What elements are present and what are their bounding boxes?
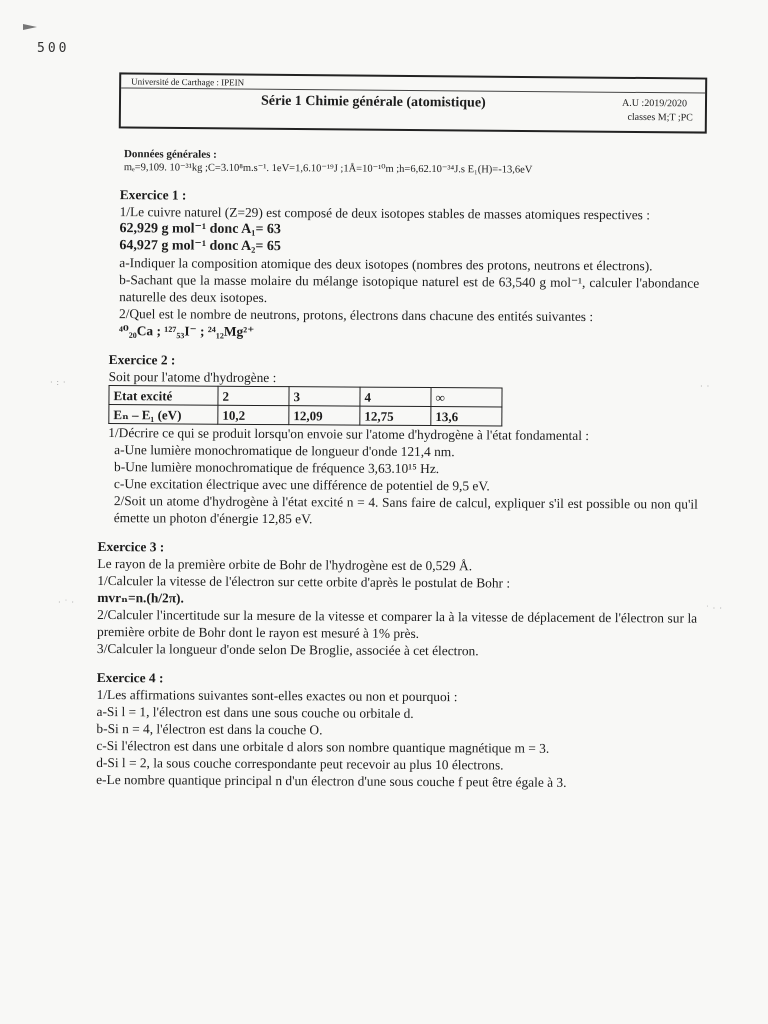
ex1-species: ⁴⁰₂₀Ca ; ¹²⁷₅₃I⁻ ; ²⁴₁₂Mg²⁺ — [118, 323, 255, 339]
page-title: Série 1 Chimie générale (atomistique) — [260, 93, 486, 111]
table-row-label: Eₙ – E₁ (eV) — [109, 405, 218, 425]
donnees-heading: Données générales : — [123, 148, 217, 161]
table-cell: 12,75 — [360, 406, 431, 425]
table-row — [109, 386, 502, 407]
classes-label: classes M;T ;PC — [627, 111, 693, 124]
exercise-1-title: Exercice 1 : — [119, 187, 187, 203]
energy-table — [108, 385, 502, 426]
ex4-question-e: e-Le nombre quantique principal n d'un électron d'une sous couche f peut être égale à 3. — [96, 771, 567, 790]
ex2-question-b: b-Une lumière monochromatique de fréquence 3,63.10¹⁵ Hz. — [114, 459, 440, 477]
ex3-formula: mvrₙ=n.(h/2π). — [97, 589, 184, 606]
table-cell: 4 — [360, 387, 431, 406]
table-cell: 2 — [218, 386, 289, 405]
ex3-question-3: 3/Calculer la longueur d'onde selon De Broglie, associée à cet électron. — [96, 640, 479, 659]
ex2-question-a: a-Une lumière monochromatique de longueur d'onde 121,4 nm. — [114, 442, 455, 460]
ex4-question-b: b-Si n = 4, l'électron est dans la couche O. — [96, 720, 323, 738]
header-box — [119, 72, 707, 133]
ex1-isotope-1: 62,929 g mol⁻¹ donc A₁= 63 — [119, 221, 281, 238]
ex2-question-1: 1/Décrire ce qui se produit lorsqu'on envoie sur l'atome d'hydrogène à l'état fondamental : — [108, 425, 590, 443]
table-row — [109, 405, 502, 426]
exercise-1 — [119, 203, 700, 343]
exercise-3-title: Exercice 3 : — [97, 538, 165, 555]
worksheet-body — [96, 148, 700, 792]
ex3-question-1: 1/Calculer la vitesse de l'électron sur cette orbite d'après le postulat de Bohr : — [97, 572, 511, 591]
ex2-question-c: c-Une excitation électrique avec une différence de potentiel de 9,5 eV. — [113, 476, 490, 494]
ex3-intro: Le rayon de la première orbite de Bohr de l'hydrogène est de 0,529 Å. — [97, 555, 473, 574]
corner-mark-icon — [22, 22, 38, 32]
donnees-constants: mₑ=9,109. 10⁻³¹kg ;C=3.10⁸m.s⁻¹. 1eV=1,6.10⁻¹⁹J ;1Å=10⁻¹⁰m ;h=6,62.10⁻³⁴J.s E₁(H)=-13,6eV — [123, 162, 533, 176]
scan-noise: ˙ · · — [706, 604, 723, 613]
ex2-question-2: 2/Soit un atome d'hydrogène à l'état excité n = 4. Sans faire de calcul, expliquer s'il est possible ou non qu'il émette un photon d'énergie 12,85 eV. — [113, 493, 698, 527]
header-divider — [121, 87, 705, 93]
ex2-intro: Soit pour l'atome d'hydrogène : — [108, 369, 277, 386]
exercise-2-title: Exercice 2 : — [108, 352, 176, 368]
table-row-label: Etat excité — [109, 386, 218, 406]
exercise-4 — [96, 686, 697, 792]
ex4-question-1: 1/Les affirmations suivantes sont-elles exactes ou non et pourquoi : — [96, 686, 458, 705]
scan-noise: · ˙ · — [58, 598, 75, 607]
university-label: Université de Carthage : IPEIN — [131, 76, 245, 88]
table-cell: 3 — [289, 387, 360, 406]
ex1-question-2: 2/Quel est le nombre de neutrons, protons, électrons dans chacune des entités suivantes : — [118, 306, 594, 325]
scan-noise: · : · — [50, 378, 67, 387]
scan-noise: · · — [700, 382, 711, 391]
ex4-question-d: d-Si l = 2, la sous couche correspondante peut recevoir au plus 10 électrons. — [96, 754, 504, 773]
ex4-question-c: c-Si l'électron est dans une orbitale d alors son nombre quantique magnétique m = 3. — [96, 737, 550, 756]
exercise-2 — [108, 368, 699, 530]
table-cell: 12,09 — [289, 406, 360, 425]
table-cell: 13,6 — [431, 407, 502, 426]
exercise-4-title: Exercice 4 : — [96, 669, 164, 686]
ex1-question-a: a-Indiquer la composition atomique des deux isotopes (nombres des protons, neutrons et électrons). — [119, 255, 653, 274]
ex1-isotope-2: 64,927 g mol⁻¹ donc A₂= 65 — [119, 238, 281, 255]
donnees-section — [124, 148, 700, 178]
ex3-question-2: 2/Calculer l'incertitude sur la mesure de la vitesse et comparer la à la vitesse de déplacement de l'électron sur la première orbite de Bohr dont le rayon est mesuré à 1% près. — [97, 606, 698, 641]
ex1-question-1: 1/Le cuivre naturel (Z=29) est composé de deux isotopes stables de masses atomiques respectives : — [119, 204, 651, 223]
exercise-3 — [97, 555, 698, 661]
ex4-question-a: a-Si l = 1, l'électron est dans une sous couche ou orbitale d. — [96, 703, 414, 721]
ex1-question-b: b-Sachant que la masse molaire du mélange isotopique naturel est de 63,540 g mol⁻¹, calculer l'abondance naturelle des deux isotopes. — [119, 272, 700, 306]
table-cell: ∞ — [431, 388, 502, 407]
table-cell: 10,2 — [218, 405, 289, 424]
academic-year: A.U :2019/2020 — [621, 97, 688, 110]
page-number: 500 — [37, 41, 70, 56]
